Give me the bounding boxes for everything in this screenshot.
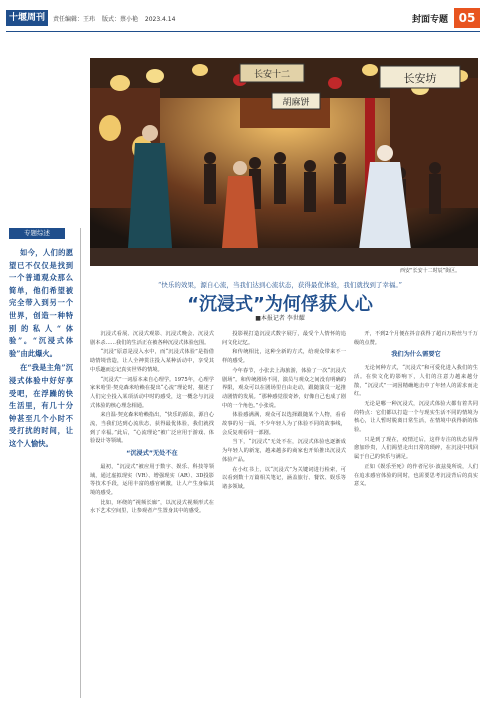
body-paragraph: 正如《娱乐至死》的作者尼尔·波兹曼所说，人们在追求感官体验的同时，也需要思考沉浸背后的真实意义。	[354, 463, 478, 488]
body-paragraph: 无论何种方式，“沉浸式”和可爱化进入我们的生活。在快文化的影响下，人们的注意力越来越分散，“沉浸式”一词因精确地击中了年轻人的需求而走红。	[354, 365, 478, 398]
sign-text-3: 长安十二	[253, 70, 291, 80]
sign-text-1: 长安坊	[403, 72, 437, 85]
body-paragraph: 无论是哪一种沉浸式，沉浸式体验大都有着共同的特点：它们都以打造一个与现实生活不同的情境为核心，让人暂时脱离日常生活，在情境中获得新的体验。	[354, 400, 478, 434]
body-paragraph: 和传统相比，这种全新的方式，给观众带来不一样的感受。	[222, 349, 346, 365]
editor-credit: 责任编辑：王玮	[53, 16, 96, 23]
body-paragraph: “沉浸式”一词原本来自心理学。1975年，心理学家米哈里·契克森米哈赖在提出“心流”理论时，描述了人们完全投入某项活动中时的感受，这一概念与沉浸式体验的核心理念相通。	[90, 376, 214, 409]
body-paragraph: 投影视打造沉浸式数字展厅，最受个人情怀的追问文化记忆。	[222, 331, 346, 346]
body-paragraph: “沉浸”原意是浸入水中，而“沉浸式体验”是指借助情境营造，让人全神贯注投入某种活动中，享受其中乐趣而忘记真实世界的情境。	[90, 349, 214, 373]
article-column-1	[90, 330, 214, 517]
summary-label: 专题综述	[9, 228, 65, 239]
designer-credit: 版式：蔡小艳	[101, 16, 138, 23]
pull-quote: “快乐的效果，源自心流，当我们达到心流状态，获得最优体验，我们就找到了幸福。”	[158, 281, 402, 289]
street-scene-illustration	[90, 58, 478, 266]
subheading: 我们为什么需要它	[391, 351, 441, 359]
subheading: “沉浸式”无处不在	[126, 450, 178, 458]
cover-photo	[90, 58, 478, 266]
body-paragraph: 体验感满满，观众可以选择跟随某个人物，看看故事的另一面。不少年轻人为了体验不同的故事线，会反复观看同一部剧。	[222, 412, 346, 436]
header-rule	[6, 31, 480, 32]
photo-caption: 西安“长安十二时辰”街区。	[400, 268, 461, 274]
body-paragraph: 比如，环绕的“视频长廊”，以沉浸式视频形式在水下艺术空间里，让参观者产生置身其中的感受。	[90, 499, 214, 515]
column-divider	[80, 228, 81, 698]
body-paragraph: 沉浸式看展、沉浸式观影、沉浸式晚会、沉浸式剧本杀……我们的生活正在被各种沉浸式体验包围。	[90, 331, 214, 346]
body-paragraph: 在小红书上，以“沉浸式”为关键词进行检索，可以看到数十万篇相关笔记，涵盖旅行、餐饮、娱乐等诸多领域。	[222, 466, 346, 490]
body-paragraph: 来自温·契克森米哈赖指出，“快乐的源泉，源自心流，当我们达到心流状态，获得最优体验，我们就找到了幸福。”此后，“心流理论”被广泛应用于游戏、体验设计等领域。	[90, 412, 214, 445]
summary-sidebar	[9, 228, 73, 453]
article-column-3	[354, 330, 478, 490]
body-paragraph: 今年春节，小张去上海旅游，体验了一次“沉浸式剧场”。和传统剧场不同，演员与观众之间没有明确的界限，观众可以在剧场里自由走动，跟随演员一起推动剧情的发展。“那种感觉很奇妙，好像自己也成了剧中的一个角色。”小张说。	[222, 367, 346, 409]
page-header	[6, 8, 480, 30]
body-paragraph: 最初，“沉浸式”被应用于数字、娱乐、科技等领域，通过虚拟现实（VR）、增强现实（AR）、3D投影等技术手段，运用丰富的感官刺激，让人产生身临其境的感受。	[90, 463, 214, 496]
summary-paragraph: 如今，人们的愿望已不仅仅是找到一个普通观众那么简单，他们希望被完全带入到另一个世界，创造一种特别的私人“体验”。“沉浸式体验”由此爆火。	[9, 248, 73, 358]
editor-meta	[53, 14, 180, 23]
summary-paragraph: 在“我是主角”沉浸式体验中好好享受吧，在浮躁的快生活里，有几十分钟甚至几个小时不受打扰的时间，让这个人愉快。	[9, 363, 73, 448]
section-title: 封面专题	[411, 15, 448, 25]
sign-text-2: 胡麻饼	[282, 98, 310, 108]
body-paragraph: 只是到了现在，疫情过后，这样专注的状态显得愈加珍贵，人们渴望走出日常的琐碎，在沉浸中找回属于自己的快乐与满足。	[354, 436, 478, 461]
article-headline: “沉浸式”为何俘获人心	[187, 294, 373, 315]
page-number: 05	[454, 8, 480, 28]
article-column-2	[222, 330, 346, 493]
newspaper-logo: 十堰周刊	[6, 10, 48, 26]
summary-text	[9, 247, 73, 451]
issue-date: 2023.4.14	[144, 16, 176, 23]
body-paragraph: 开，不到2个月便在抖音获得了超百万粉丝与千万级的点赞。	[354, 331, 478, 346]
body-paragraph: 当下，“沉浸式”无处不在，沉浸式体验也逐渐成为年轻人的新宠，越来越多的商家也开始推出沉浸式体验产品。	[222, 439, 346, 463]
article-byline: ■本报记者 李世耀	[255, 315, 305, 322]
